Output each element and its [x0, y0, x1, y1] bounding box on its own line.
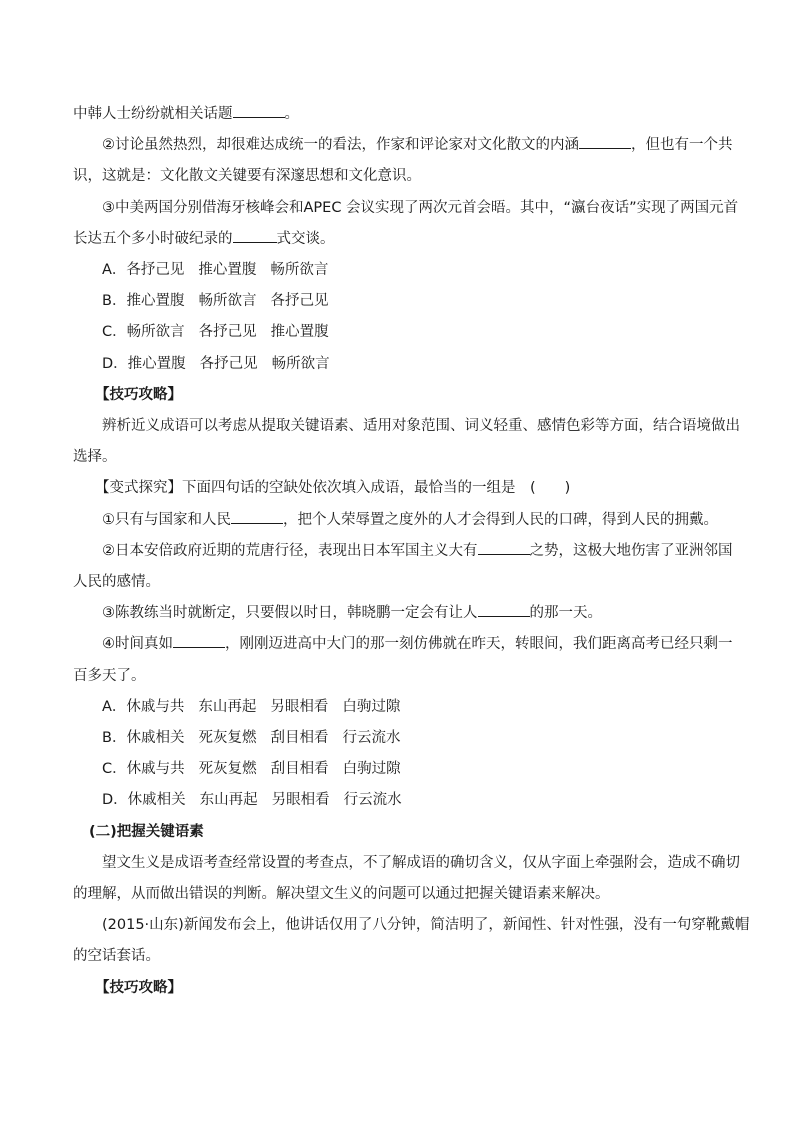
option-item: 各抒己见 [270, 293, 329, 310]
option-item: 行云流水 [343, 792, 402, 809]
option-item: 东山再起 [199, 792, 258, 809]
text-line: 的空话套话。 [73, 948, 160, 965]
text-line: ③中美两国分别借海牙核峰会和APEC 会议实现了两次元首会晤。其中，“瀛台夜话”实现了两国元首 [102, 199, 739, 216]
text-line [73, 130, 733, 161]
answer-blank [478, 602, 530, 617]
text-line: 人民的感情。 [73, 574, 160, 591]
text-line [73, 629, 733, 660]
option-c [73, 754, 723, 785]
option-item: 死灰复燃 [198, 730, 257, 747]
text-line [73, 598, 723, 629]
option-item: 畅所欲言 [270, 262, 329, 279]
option-item: D．休戚相关 [102, 792, 186, 809]
option-item: D．推心置腹 [102, 355, 186, 372]
text-line: 识，这就是：文化散文关键要有深邃思想和文化意识。 [73, 168, 421, 185]
text-line: 百多天了。 [73, 667, 146, 684]
text-line: 选择。 [73, 449, 117, 466]
text-line: (2015·山东)新闻发布会上，他讲话仅用了八分钟，简洁明了，新闻性、针对性强，没有一句穿靴戴帽 [102, 917, 750, 934]
option-a [73, 255, 723, 286]
option-item: B．休戚相关 [102, 730, 185, 747]
text-line [73, 505, 723, 536]
option-b [73, 286, 723, 317]
answer-blank [579, 134, 631, 149]
text: 之势，这极大地伤害了亚洲邻国 [529, 542, 733, 559]
answer-blank [231, 509, 283, 524]
option-item: 白驹过隙 [342, 761, 401, 778]
option-item: 各抒己见 [199, 355, 258, 372]
answer-blank [478, 540, 530, 555]
option-d [73, 349, 723, 380]
option-item: 另眼相看 [271, 792, 330, 809]
text-line [73, 99, 723, 130]
option-item: 推心置腹 [198, 262, 257, 279]
answer-blank [173, 633, 225, 648]
text-line [73, 224, 723, 255]
tip-heading: 【技巧攻略】 [95, 979, 182, 996]
option-item: 畅所欲言 [271, 355, 330, 372]
answer-blank [233, 103, 285, 118]
text-line: 辨析近义成语可以考虑从提取关键语素、适用对象范围、词义轻重、感情色彩等方面，结合语境做出 [102, 418, 740, 435]
document-content [73, 99, 750, 1004]
option-item: 白驹过隙 [342, 698, 401, 715]
text: 长达五个多小时破纪录的 [73, 230, 233, 247]
option-item: A．各抒己见 [102, 262, 185, 279]
option-item: 行云流水 [342, 730, 401, 747]
option-item: 另眼相看 [270, 698, 329, 715]
text: 的那一天。 [529, 605, 602, 622]
option-item: C．休戚与共 [102, 761, 185, 778]
text: ，但也有一个共 [631, 137, 733, 154]
text: 中韩人士纷纷就相关话题 [73, 106, 233, 122]
option-item: C．畅所欲言 [102, 324, 185, 341]
text-line: 的理解，从而做出错误的判断。解决望文生义的问题可以通过把握关键语素来解决。 [73, 886, 610, 903]
text: ②讨论虽然热烈，却很难达成统一的看法，作家和评论家对文化散文的内涵 [102, 137, 579, 154]
option-item: 刮目相看 [270, 730, 329, 747]
option-b [73, 723, 723, 754]
text: ，把个人荣辱置之度外的人才会得到人民的口碑，得到人民的拥戴。 [283, 511, 718, 528]
text: ①只有与国家和人民 [102, 511, 231, 528]
variant-heading: 【变式探究】下面四句话的空缺处依次填入成语，最恰当的一组是 ( ) [95, 480, 571, 497]
text: ④时间真如 [102, 636, 173, 653]
text: ②日本安倍政府近期的荒唐行径，表现出日本军国主义大有 [102, 542, 478, 559]
section-heading: (二)把握关键语素 [89, 823, 204, 840]
answer-blank [233, 228, 277, 243]
option-item: 各抒己见 [198, 324, 257, 341]
text: ③陈教练当时就断定，只要假以时日，韩晓鹏一定会有让人 [102, 605, 478, 622]
text: ，刚刚迈进高中大门的那一刻仿佛就在昨天，转眼间，我们距离高考已经只剩一 [225, 636, 733, 653]
option-a [73, 692, 723, 723]
tip-heading: 【技巧攻略】 [95, 386, 182, 403]
option-item: 推心置腹 [270, 324, 329, 341]
text-line: 望文生义是成语考查经常设置的考查点，不了解成语的确切含义，仅从字面上牵强附会，造成不确切 [102, 854, 740, 871]
text: 。 [284, 106, 299, 122]
option-item: 死灰复燃 [198, 761, 257, 778]
text-line [73, 536, 733, 567]
option-item: 畅所欲言 [198, 293, 257, 310]
option-item: B．推心置腹 [102, 293, 185, 310]
option-item: A．休戚与共 [102, 698, 185, 715]
option-item: 刮目相看 [270, 761, 329, 778]
option-c [73, 317, 723, 348]
option-item: 东山再起 [198, 698, 257, 715]
text: 式交谈。 [276, 230, 335, 247]
option-d [73, 785, 723, 816]
